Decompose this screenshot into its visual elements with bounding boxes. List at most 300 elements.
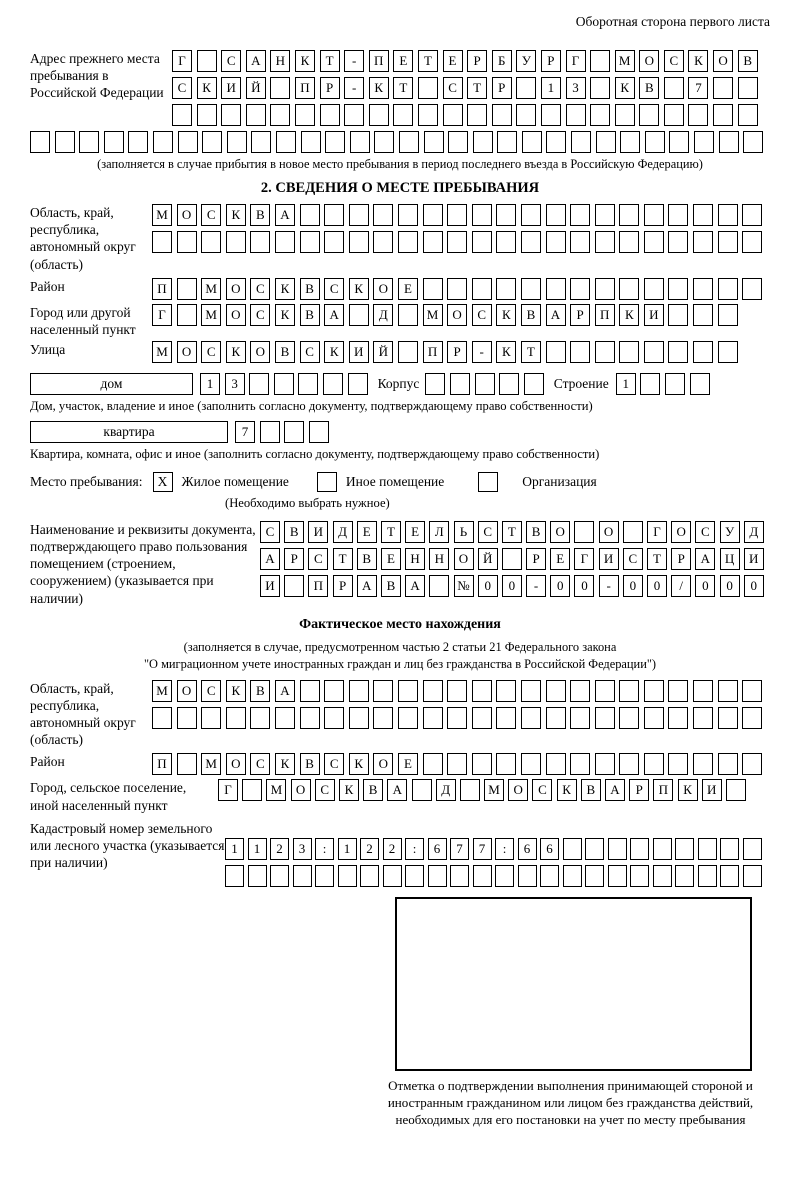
char-cell[interactable]	[590, 104, 610, 126]
char-cell[interactable]: 1	[338, 838, 357, 860]
char-cell[interactable]	[668, 204, 688, 226]
char-cell[interactable]: О	[447, 304, 467, 326]
char-cell[interactable]: И	[308, 521, 328, 543]
char-cell[interactable]: М	[152, 680, 172, 702]
char-cell[interactable]: О	[250, 341, 270, 363]
char-cell[interactable]	[260, 421, 280, 443]
char-cell[interactable]	[242, 779, 262, 801]
char-cell[interactable]: Е	[398, 753, 418, 775]
char-cell[interactable]	[349, 304, 369, 326]
char-cell[interactable]: №	[454, 575, 474, 597]
char-cell[interactable]: В	[363, 779, 383, 801]
char-cell[interactable]: И	[644, 304, 664, 326]
char-cell[interactable]	[226, 707, 246, 729]
char-cell[interactable]: М	[201, 753, 221, 775]
char-cell[interactable]: :	[495, 838, 514, 860]
char-cell[interactable]: П	[152, 278, 172, 300]
char-cell[interactable]	[623, 521, 643, 543]
char-cell[interactable]	[300, 707, 320, 729]
char-cell[interactable]	[620, 131, 640, 153]
char-cell[interactable]	[323, 373, 343, 395]
char-cell[interactable]: Й	[478, 548, 498, 570]
char-cell[interactable]	[270, 865, 289, 887]
char-cell[interactable]	[521, 753, 541, 775]
char-cell[interactable]: Р	[570, 304, 590, 326]
char-cell[interactable]: В	[738, 50, 758, 72]
char-cell[interactable]	[30, 131, 50, 153]
char-cell[interactable]: В	[250, 204, 270, 226]
char-cell[interactable]: М	[423, 304, 443, 326]
char-cell[interactable]	[615, 104, 635, 126]
char-cell[interactable]: К	[275, 278, 295, 300]
char-cell[interactable]	[675, 865, 694, 887]
char-cell[interactable]: Т	[333, 548, 353, 570]
checkbox-inoe[interactable]	[317, 472, 337, 492]
char-cell[interactable]	[516, 104, 536, 126]
char-cell[interactable]	[250, 231, 270, 253]
char-cell[interactable]	[324, 204, 344, 226]
char-cell[interactable]: К	[496, 341, 516, 363]
char-cell[interactable]: С	[315, 779, 335, 801]
char-cell[interactable]: А	[605, 779, 625, 801]
char-cell[interactable]: Г	[566, 50, 586, 72]
char-cell[interactable]	[619, 707, 639, 729]
char-cell[interactable]	[496, 204, 516, 226]
char-cell[interactable]	[718, 231, 738, 253]
char-cell[interactable]	[665, 373, 685, 395]
char-cell[interactable]: Г	[218, 779, 238, 801]
char-cell[interactable]	[472, 680, 492, 702]
char-cell[interactable]	[742, 707, 762, 729]
char-cell[interactable]	[522, 131, 542, 153]
char-cell[interactable]: -	[526, 575, 546, 597]
char-cell[interactable]: 0	[574, 575, 594, 597]
char-cell[interactable]: Р	[467, 50, 487, 72]
char-cell[interactable]	[274, 373, 294, 395]
char-cell[interactable]	[521, 231, 541, 253]
char-cell[interactable]: Е	[550, 548, 570, 570]
char-cell[interactable]: В	[275, 341, 295, 363]
char-cell[interactable]: О	[177, 204, 197, 226]
char-cell[interactable]	[546, 707, 566, 729]
char-cell[interactable]: Р	[492, 77, 512, 99]
char-cell[interactable]: О	[671, 521, 691, 543]
dom-type-box[interactable]: дом	[30, 373, 193, 395]
char-cell[interactable]: Д	[436, 779, 456, 801]
char-cell[interactable]	[248, 865, 267, 887]
char-cell[interactable]: Ц	[720, 548, 740, 570]
char-cell[interactable]	[428, 865, 447, 887]
char-cell[interactable]: В	[300, 278, 320, 300]
char-cell[interactable]	[644, 753, 664, 775]
char-cell[interactable]: 7	[688, 77, 708, 99]
char-cell[interactable]: И	[702, 779, 722, 801]
char-cell[interactable]	[738, 77, 758, 99]
char-cell[interactable]	[79, 131, 99, 153]
char-cell[interactable]	[668, 304, 688, 326]
char-cell[interactable]: П	[295, 77, 315, 99]
char-cell[interactable]: 0	[478, 575, 498, 597]
char-cell[interactable]	[227, 131, 247, 153]
char-cell[interactable]	[249, 373, 269, 395]
char-cell[interactable]	[596, 131, 616, 153]
char-cell[interactable]: В	[581, 779, 601, 801]
char-cell[interactable]: М	[152, 204, 172, 226]
char-cell[interactable]	[338, 865, 357, 887]
char-cell[interactable]: Т	[381, 521, 401, 543]
char-cell[interactable]	[718, 707, 738, 729]
char-cell[interactable]: И	[744, 548, 764, 570]
char-cell[interactable]	[349, 204, 369, 226]
char-cell[interactable]	[447, 680, 467, 702]
char-cell[interactable]	[546, 341, 566, 363]
char-cell[interactable]	[177, 278, 197, 300]
char-cell[interactable]: 1	[616, 373, 636, 395]
char-cell[interactable]	[177, 753, 197, 775]
char-cell[interactable]	[298, 373, 318, 395]
char-cell[interactable]: С	[172, 77, 192, 99]
char-cell[interactable]: О	[291, 779, 311, 801]
char-cell[interactable]	[324, 680, 344, 702]
char-cell[interactable]	[502, 548, 522, 570]
char-cell[interactable]	[742, 204, 762, 226]
char-cell[interactable]	[398, 204, 418, 226]
char-cell[interactable]	[644, 707, 664, 729]
char-cell[interactable]: В	[300, 753, 320, 775]
char-cell[interactable]	[563, 838, 582, 860]
char-cell[interactable]	[546, 680, 566, 702]
char-cell[interactable]: Е	[381, 548, 401, 570]
char-cell[interactable]	[668, 680, 688, 702]
char-cell[interactable]: Е	[443, 50, 463, 72]
char-cell[interactable]: Р	[320, 77, 340, 99]
char-cell[interactable]	[344, 104, 364, 126]
char-cell[interactable]	[644, 278, 664, 300]
char-cell[interactable]: Т	[647, 548, 667, 570]
char-cell[interactable]: С	[250, 304, 270, 326]
char-cell[interactable]: О	[373, 278, 393, 300]
char-cell[interactable]	[668, 278, 688, 300]
char-cell[interactable]: С	[250, 753, 270, 775]
char-cell[interactable]: С	[201, 341, 221, 363]
char-cell[interactable]	[373, 707, 393, 729]
char-cell[interactable]: А	[260, 548, 280, 570]
char-cell[interactable]	[546, 753, 566, 775]
char-cell[interactable]	[424, 131, 444, 153]
char-cell[interactable]	[178, 131, 198, 153]
char-cell[interactable]	[300, 231, 320, 253]
char-cell[interactable]: :	[315, 838, 334, 860]
char-cell[interactable]	[640, 373, 660, 395]
char-cell[interactable]	[521, 680, 541, 702]
char-cell[interactable]	[496, 753, 516, 775]
char-cell[interactable]	[693, 204, 713, 226]
char-cell[interactable]	[619, 753, 639, 775]
char-cell[interactable]	[595, 753, 615, 775]
char-cell[interactable]: С	[221, 50, 241, 72]
char-cell[interactable]	[295, 104, 315, 126]
char-cell[interactable]	[246, 104, 266, 126]
char-cell[interactable]: П	[369, 50, 389, 72]
char-cell[interactable]	[315, 865, 334, 887]
char-cell[interactable]: С	[324, 278, 344, 300]
char-cell[interactable]	[324, 231, 344, 253]
char-cell[interactable]	[423, 680, 443, 702]
char-cell[interactable]: 0	[550, 575, 570, 597]
char-cell[interactable]: 1	[225, 838, 244, 860]
char-cell[interactable]: 6	[540, 838, 559, 860]
char-cell[interactable]: В	[357, 548, 377, 570]
char-cell[interactable]	[284, 421, 304, 443]
char-cell[interactable]	[418, 104, 438, 126]
char-cell[interactable]: П	[595, 304, 615, 326]
char-cell[interactable]	[570, 341, 590, 363]
char-cell[interactable]	[301, 131, 321, 153]
char-cell[interactable]	[447, 753, 467, 775]
char-cell[interactable]	[693, 231, 713, 253]
char-cell[interactable]	[570, 278, 590, 300]
char-cell[interactable]: С	[300, 341, 320, 363]
char-cell[interactable]: К	[557, 779, 577, 801]
char-cell[interactable]	[664, 77, 684, 99]
char-cell[interactable]: 0	[647, 575, 667, 597]
char-cell[interactable]	[300, 204, 320, 226]
char-cell[interactable]	[595, 278, 615, 300]
char-cell[interactable]	[644, 680, 664, 702]
char-cell[interactable]	[447, 278, 467, 300]
char-cell[interactable]: 0	[502, 575, 522, 597]
char-cell[interactable]	[398, 680, 418, 702]
char-cell[interactable]: К	[295, 50, 315, 72]
char-cell[interactable]: Ь	[454, 521, 474, 543]
char-cell[interactable]	[496, 680, 516, 702]
char-cell[interactable]	[472, 753, 492, 775]
char-cell[interactable]: /	[671, 575, 691, 597]
char-cell[interactable]	[570, 231, 590, 253]
char-cell[interactable]	[690, 373, 710, 395]
char-cell[interactable]: 7	[450, 838, 469, 860]
char-cell[interactable]	[221, 104, 241, 126]
char-cell[interactable]: О	[177, 680, 197, 702]
char-cell[interactable]	[718, 341, 738, 363]
char-cell[interactable]	[571, 131, 591, 153]
char-cell[interactable]: Г	[647, 521, 667, 543]
char-cell[interactable]	[595, 680, 615, 702]
char-cell[interactable]: С	[260, 521, 280, 543]
char-cell[interactable]: С	[250, 278, 270, 300]
char-cell[interactable]	[450, 865, 469, 887]
char-cell[interactable]	[694, 131, 714, 153]
char-cell[interactable]: В	[381, 575, 401, 597]
char-cell[interactable]	[668, 231, 688, 253]
char-cell[interactable]	[668, 753, 688, 775]
char-cell[interactable]: С	[532, 779, 552, 801]
char-cell[interactable]: 3	[293, 838, 312, 860]
char-cell[interactable]	[743, 131, 763, 153]
char-cell[interactable]: О	[177, 341, 197, 363]
char-cell[interactable]	[324, 707, 344, 729]
char-cell[interactable]: К	[226, 204, 246, 226]
char-cell[interactable]	[300, 680, 320, 702]
char-cell[interactable]: М	[201, 304, 221, 326]
char-cell[interactable]: Р	[333, 575, 353, 597]
char-cell[interactable]	[639, 104, 659, 126]
char-cell[interactable]	[585, 838, 604, 860]
char-cell[interactable]	[644, 341, 664, 363]
char-cell[interactable]	[373, 680, 393, 702]
char-cell[interactable]	[645, 131, 665, 153]
char-cell[interactable]	[738, 104, 758, 126]
char-cell[interactable]	[595, 341, 615, 363]
char-cell[interactable]: О	[508, 779, 528, 801]
char-cell[interactable]	[546, 231, 566, 253]
char-cell[interactable]: Т	[393, 77, 413, 99]
char-cell[interactable]	[349, 680, 369, 702]
char-cell[interactable]	[349, 231, 369, 253]
checkbox-organizatsiya[interactable]	[478, 472, 498, 492]
char-cell[interactable]	[270, 104, 290, 126]
char-cell[interactable]	[202, 131, 222, 153]
char-cell[interactable]	[393, 104, 413, 126]
char-cell[interactable]	[688, 104, 708, 126]
char-cell[interactable]	[669, 131, 689, 153]
char-cell[interactable]	[423, 753, 443, 775]
char-cell[interactable]	[152, 707, 172, 729]
char-cell[interactable]: А	[275, 680, 295, 702]
char-cell[interactable]	[309, 421, 329, 443]
char-cell[interactable]	[742, 753, 762, 775]
char-cell[interactable]	[718, 680, 738, 702]
char-cell[interactable]: С	[695, 521, 715, 543]
char-cell[interactable]: Г	[152, 304, 172, 326]
char-cell[interactable]: Г	[172, 50, 192, 72]
char-cell[interactable]: В	[526, 521, 546, 543]
char-cell[interactable]	[521, 278, 541, 300]
char-cell[interactable]: 2	[383, 838, 402, 860]
char-cell[interactable]: -	[344, 77, 364, 99]
char-cell[interactable]: -	[472, 341, 492, 363]
char-cell[interactable]	[497, 131, 517, 153]
char-cell[interactable]	[418, 77, 438, 99]
char-cell[interactable]	[250, 707, 270, 729]
char-cell[interactable]: 2	[360, 838, 379, 860]
char-cell[interactable]: К	[688, 50, 708, 72]
char-cell[interactable]	[720, 838, 739, 860]
char-cell[interactable]	[546, 204, 566, 226]
char-cell[interactable]	[693, 680, 713, 702]
char-cell[interactable]	[570, 204, 590, 226]
char-cell[interactable]	[619, 680, 639, 702]
char-cell[interactable]: Е	[357, 521, 377, 543]
char-cell[interactable]: Д	[373, 304, 393, 326]
char-cell[interactable]	[293, 865, 312, 887]
char-cell[interactable]: Д	[744, 521, 764, 543]
char-cell[interactable]	[172, 104, 192, 126]
char-cell[interactable]	[718, 204, 738, 226]
char-cell[interactable]: О	[373, 753, 393, 775]
char-cell[interactable]	[693, 304, 713, 326]
char-cell[interactable]	[275, 707, 295, 729]
char-cell[interactable]: 7	[473, 838, 492, 860]
char-cell[interactable]	[398, 341, 418, 363]
char-cell[interactable]: 7	[235, 421, 255, 443]
char-cell[interactable]: П	[152, 753, 172, 775]
char-cell[interactable]: И	[599, 548, 619, 570]
char-cell[interactable]	[524, 373, 544, 395]
char-cell[interactable]	[398, 231, 418, 253]
char-cell[interactable]	[540, 865, 559, 887]
char-cell[interactable]: И	[349, 341, 369, 363]
char-cell[interactable]: К	[226, 341, 246, 363]
char-cell[interactable]: П	[653, 779, 673, 801]
char-cell[interactable]	[325, 131, 345, 153]
char-cell[interactable]: В	[521, 304, 541, 326]
char-cell[interactable]: К	[324, 341, 344, 363]
char-cell[interactable]: У	[516, 50, 536, 72]
char-cell[interactable]: В	[284, 521, 304, 543]
char-cell[interactable]	[496, 707, 516, 729]
char-cell[interactable]: А	[405, 575, 425, 597]
char-cell[interactable]: И	[221, 77, 241, 99]
char-cell[interactable]: Р	[671, 548, 691, 570]
char-cell[interactable]	[718, 278, 738, 300]
char-cell[interactable]	[521, 707, 541, 729]
char-cell[interactable]: Р	[284, 548, 304, 570]
char-cell[interactable]: Т	[467, 77, 487, 99]
char-cell[interactable]	[225, 865, 244, 887]
char-cell[interactable]: Т	[521, 341, 541, 363]
char-cell[interactable]	[630, 838, 649, 860]
char-cell[interactable]	[201, 231, 221, 253]
char-cell[interactable]	[348, 373, 368, 395]
char-cell[interactable]	[320, 104, 340, 126]
char-cell[interactable]	[595, 707, 615, 729]
char-cell[interactable]: Е	[393, 50, 413, 72]
char-cell[interactable]	[399, 131, 419, 153]
char-cell[interactable]	[590, 77, 610, 99]
char-cell[interactable]	[405, 865, 424, 887]
char-cell[interactable]	[153, 131, 173, 153]
char-cell[interactable]	[664, 104, 684, 126]
char-cell[interactable]	[350, 131, 370, 153]
char-cell[interactable]: Т	[418, 50, 438, 72]
char-cell[interactable]	[675, 838, 694, 860]
char-cell[interactable]	[585, 865, 604, 887]
char-cell[interactable]	[574, 521, 594, 543]
char-cell[interactable]	[275, 231, 295, 253]
char-cell[interactable]: Л	[429, 521, 449, 543]
char-cell[interactable]: Т	[320, 50, 340, 72]
char-cell[interactable]	[693, 707, 713, 729]
char-cell[interactable]	[743, 838, 762, 860]
char-cell[interactable]	[496, 231, 516, 253]
char-cell[interactable]: С	[623, 548, 643, 570]
char-cell[interactable]	[619, 231, 639, 253]
char-cell[interactable]: Т	[502, 521, 522, 543]
char-cell[interactable]	[398, 707, 418, 729]
char-cell[interactable]: К	[275, 304, 295, 326]
char-cell[interactable]	[693, 278, 713, 300]
char-cell[interactable]	[608, 838, 627, 860]
char-cell[interactable]	[467, 104, 487, 126]
char-cell[interactable]: В	[300, 304, 320, 326]
char-cell[interactable]: 2	[270, 838, 289, 860]
char-cell[interactable]	[630, 865, 649, 887]
char-cell[interactable]	[718, 304, 738, 326]
char-cell[interactable]: Й	[246, 77, 266, 99]
char-cell[interactable]	[668, 341, 688, 363]
char-cell[interactable]: 3	[566, 77, 586, 99]
